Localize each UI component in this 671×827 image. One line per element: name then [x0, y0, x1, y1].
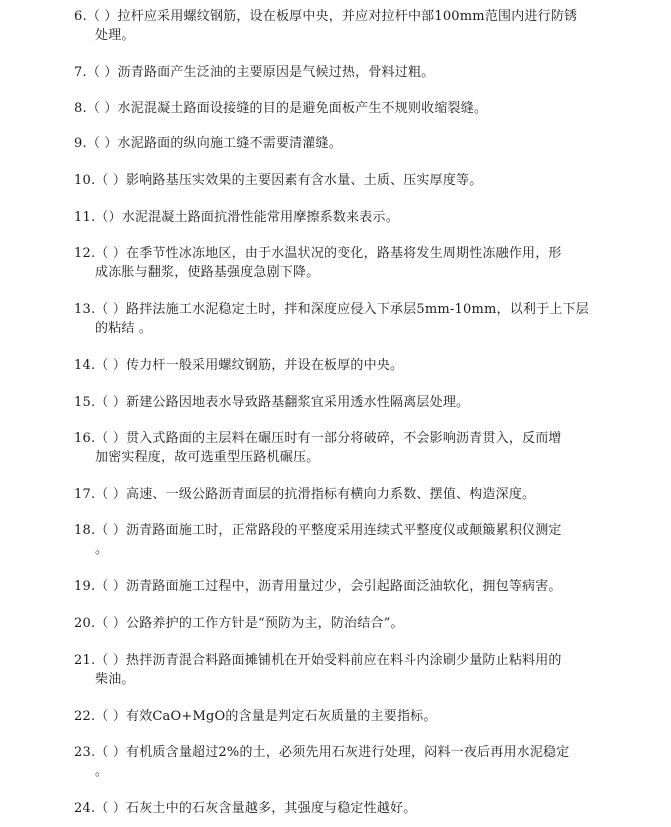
question-11: 11.（）水泥混凝土路面抗滑性能常用摩擦系数来表示。 — [74, 210, 399, 225]
question-6: 6.（ ）拉杆应采用螺纹钢筋，设在板厚中央，并应对拉杆中部100mm范围内进行防锈 处理。 — [74, 9, 578, 43]
question-14: 14.（ ）传力杆一般采用螺纹钢筋，并设在板厚的中央。 — [74, 358, 404, 373]
question-12: 12.（ ）在季节性冰冻地区，由于水温状况的变化，路基将发生周期性冻融作用，形 成冻胀与翻浆，使路基强度急剧下降。 — [74, 246, 562, 280]
question-23: 23.（ ）有机质含量超过2%的土，必须先用石灰进行处理，闷料一夜后再用水泥稳定 。 — [74, 745, 570, 779]
question-20: 20.（ ）公路养护的工作方针是“预防为主，防治结合”。 — [74, 616, 404, 631]
question-15: 15.（ ）新建公路因地表水导致路基翻浆宜采用透水性隔离层处理。 — [74, 395, 470, 410]
question-9: 9.（ ）水泥路面的纵向施工缝不需要清灌缝。 — [74, 136, 342, 151]
question-21: 21.（ ）热拌沥青混合料路面摊铺机在开始受料前应在料斗内涂刷少量防止粘料用的 柴油。 — [74, 653, 562, 687]
question-8: 8.（ ）水泥混凝土路面设接缝的目的是避免面板产生不规则收缩裂缝。 — [74, 101, 488, 116]
question-19: 19.（ ）沥青路面施工过程中，沥青用量过少，会引起路面泛油软化，拥包等病害。 — [74, 579, 562, 594]
question-24: 24.（ ）石灰土中的石灰含量越多，其强度与稳定性越好。 — [74, 801, 417, 816]
question-7: 7.（ ）沥青路面产生泛油的主要原因是气候过热，骨料过粗。 — [74, 65, 435, 80]
question-10: 10.（ ）影响路基压实效果的主要因素有含水量、土质、压实厚度等。 — [74, 173, 483, 188]
question-18: 18.（ ）沥青路面施工时，正常路段的平整度采用连续式平整度仪或颠簸累积仪测定 。 — [74, 523, 562, 557]
question-16: 16.（ ）贯入式路面的主层料在碾压时有一部分将破碎，不会影响沥青贯入，反而增 加密实程度，故可选重型压路机碾压。 — [74, 431, 562, 465]
question-22: 22.（ ）有效CaO+MgO的含量是判定石灰质量的主要指标。 — [74, 709, 437, 724]
question-13: 13.（ ）路拌法施工水泥稳定土时，拌和深度应侵入下承层5mm-10mm，以利于上下层 的粘结 。 — [74, 302, 589, 336]
question-17: 17.（ ）高速、一级公路沥青面层的抗滑指标有横向力系数、摆值、构造深度。 — [74, 487, 536, 502]
